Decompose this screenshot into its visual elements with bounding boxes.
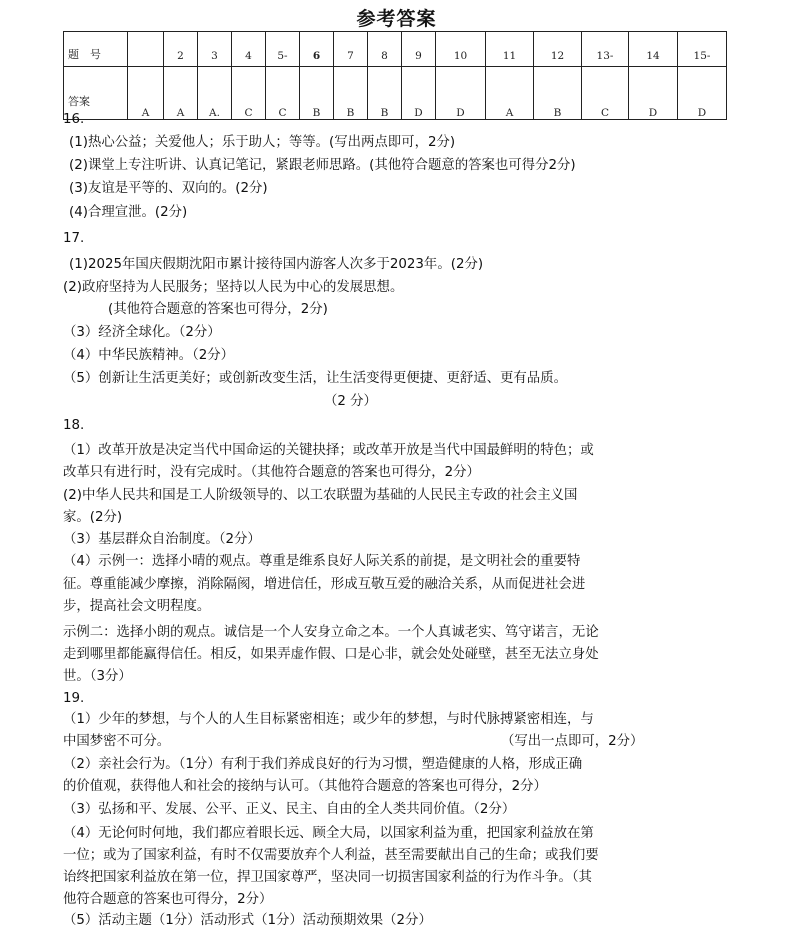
question-number-cell: 15- (678, 32, 727, 67)
answer-cell: B (534, 67, 582, 120)
question-number-cell: 11 (486, 32, 534, 67)
question-number-cell: 2 (164, 32, 198, 67)
answer-line: （3）弘扬和平、发展、公平、正义、民主、自由的全人类共同价值。（2分） (63, 802, 516, 817)
answer-line: （5）活动主题（1分）活动形式（1分）活动预期效果（2分） (63, 913, 432, 928)
answer-cell: D (436, 67, 486, 120)
answer-table (63, 31, 727, 120)
answer-line: （2 分） (324, 394, 377, 409)
answer-line: (2)中华人民共和国是工人阶级领导的、以工农联盟为基础的人民民主专政的社会主义国 (63, 488, 578, 503)
question-number-cell: 3 (198, 32, 232, 67)
answer-line: （1）少年的梦想，与个人的人生目标紧密相连；或少年的梦想，与时代脉搏紧密相连，与 (63, 712, 594, 727)
row-label-answer: 答案 (64, 67, 128, 120)
question-number-17: 17. (63, 231, 85, 246)
answer-cell: A (164, 67, 198, 120)
question-number-cell: 9 (402, 32, 436, 67)
question-number-cell: 7 (334, 32, 368, 67)
answer-line: (其他符合题意的答案也可得分，2分) (108, 302, 328, 317)
page-title: 参考答案 (356, 8, 437, 30)
answer-cell: B (368, 67, 402, 120)
question-number-18: 18. (63, 418, 85, 433)
answer-line: (3)友谊是平等的、双向的。(2分) (69, 181, 268, 196)
answer-line: 诒终把国家利益放在第一位，捍卫国家尊严，坚决同一切损害国家利益的行为作斗争。（其 (63, 870, 592, 885)
answer-line: （4）中华民族精神。（2分） (63, 348, 235, 363)
answer-line: (4)合理宣泄。(2分) (69, 205, 188, 220)
question-number-cell: 13- (582, 32, 629, 67)
answer-line: 的价值观，获得他人和社会的接纳与认可。（其他符合题意的答案也可得分，2分） (63, 779, 547, 794)
answer-cell: A. (198, 67, 232, 120)
question-number-cell: 8 (368, 32, 402, 67)
answer-line: （2）亲社会行为。（1分）有利于我们养成良好的行为习惯，塑造健康的人格，形成正确 (63, 757, 583, 772)
answer-line: (1)2025年国庆假期沈阳市累计接待国内游客人次多于2023年。(2分) (69, 257, 484, 272)
answer-line: 世。（3分） (63, 669, 132, 684)
question-number-row (64, 32, 727, 67)
answer-line: 走到哪里都能赢得信任。相反，如果弄虚作假、口是心非，就会处处碰壁，甚至无法立身处 (63, 647, 599, 662)
answer-line: 一位；或为了国家利益，有时不仅需要放弃个人利益，甚至需要献出自己的生命；或我们要 (63, 848, 599, 863)
question-number-cell: 4 (232, 32, 266, 67)
answer-cell: D (678, 67, 727, 120)
answer-cell: A (486, 67, 534, 120)
answer-line: （4）示例一：选择小晴的观点。尊重是维系良好人际关系的前提，是文明社会的重要特 (63, 554, 581, 569)
answer-cell: A (128, 67, 164, 120)
row-label-question-number: 题 号 (64, 32, 128, 67)
answer-line: （3）基层群众自治制度。（2分） (63, 532, 261, 547)
answer-line: 示例二：选择小朗的观点。诚信是一个人安身立命之本。一个人真诚老实、笃守诺言，无论 (63, 625, 599, 640)
question-number-cell: 14 (629, 32, 678, 67)
answer-line: （1）改革开放是决定当代中国命运的关键抉择；或改革开放是当代中国最鲜明的特色；或 (63, 443, 594, 458)
answer-line: 征。尊重能减少摩擦，消除隔阂，增进信任，形成互敬互爱的融洽关系，从而促进社会进 (63, 577, 586, 592)
answer-line: （写出一点即可，2分） (501, 734, 644, 749)
question-number-cell: 6 (300, 32, 334, 67)
answer-cell: D (629, 67, 678, 120)
answer-line: （3）经济全球化。（2分） (63, 325, 221, 340)
question-number-19: 19. (63, 691, 85, 706)
answer-line: （4）无论何时何地，我们都应着眼长远、顾全大局，以国家利益为重，把国家利益放在第 (63, 826, 594, 841)
answer-line: (2)政府坚持为人民服务；坚持以人民为中心的发展思想。 (63, 280, 404, 295)
answer-line: 步，提高社会文明程度。 (63, 599, 211, 614)
question-number-16: 16. (63, 112, 85, 127)
question-number-cell: 10 (436, 32, 486, 67)
answer-cell: C (232, 67, 266, 120)
question-number-cell: 12 (534, 32, 582, 67)
answer-line: (2)课堂上专注听讲、认真记笔记，紧跟老师思路。(其他符合题意的答案也可得分2分) (69, 158, 576, 173)
answer-line: 家。(2分) (63, 510, 123, 525)
answer-cell: C (266, 67, 300, 120)
answer-line: 改革只有进行时，没有完成时。（其他符合题意的答案也可得分，2分） (63, 465, 480, 480)
answer-line: （5）创新让生活更美好；或创新改变生活，让生活变得更便捷、更舒适、更有品质。 (63, 371, 567, 386)
answer-cell: C (582, 67, 629, 120)
answer-cell: D (402, 67, 436, 120)
answer-cell: B (334, 67, 368, 120)
answer-cell: B (300, 67, 334, 120)
answer-line: (1)热心公益；关爱他人；乐于助人；等等。(写出两点即可，2分) (69, 135, 456, 150)
answer-line: 中国梦密不可分。 (63, 734, 171, 749)
question-number-cell: 5- (266, 32, 300, 67)
question-number-cell (128, 32, 164, 67)
answer-row (64, 67, 727, 120)
answer-line: 他符合题意的答案也可得分，2分） (63, 892, 273, 907)
